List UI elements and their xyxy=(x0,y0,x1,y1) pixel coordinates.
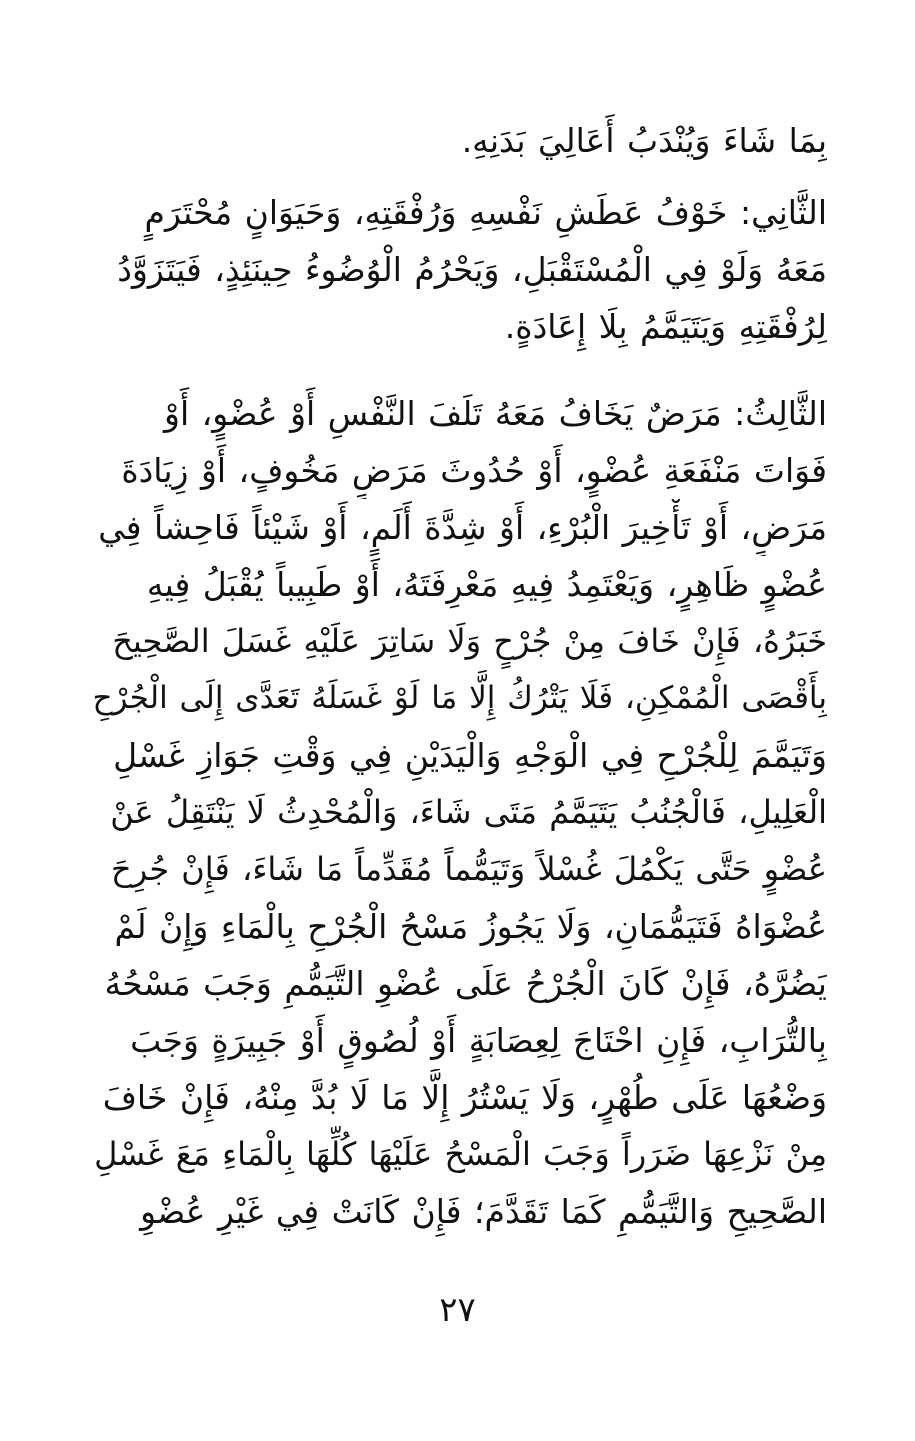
text-line: فَوَاتَ مَنْفَعَةِ عُضْوٍ، أَوْ حُدُوثَ مَرَضٍ مَخُوفٍ، أَوْ زِيَادَةَ xyxy=(121,451,827,490)
text-line: بِالتُّرَابِ، فَإِنِ احْتَاجَ لِعِصَابَةٍ أَوْ لُصُوقٍ أَوْ جَبِيرَةٍ وَجَبَ xyxy=(130,1021,827,1060)
paragraph-third xyxy=(92,385,827,1240)
text-line: مِنْ نَزْعِهَا ضَرَراً وَجَبَ الْمَسْحُ عَلَيْهَا كُلِّهَا بِالْمَاءِ مَعَ غَسْلِ xyxy=(94,1135,827,1173)
paragraph-second xyxy=(92,184,827,355)
text-line: وَضْعُهَا عَلَى طُهْرٍ، وَلَا يَسْتُرُ إِلَّا مَا لَا بُدَّ مِنْهُ، فَإِنْ خَافَ xyxy=(102,1078,827,1117)
text-line: عُضْوٍ ظَاهِرٍ، وَيَعْتَمِدُ فِيهِ مَعْرِفَتَهُ، أَوْ طَبِيباً يُقْبَلُ فِيهِ xyxy=(146,565,827,604)
text-line: بِأَقْصَى الْمُمْكِنِ، فَلَا يَتْرُكُ إِلَّا مَا لَوْ غَسَلَهُ تَعَدَّى إِلَى الْجُرْحِ xyxy=(92,680,827,716)
text-line: الْعَلِيلِ، فَالْجُنُبُ يَتَيَمَّمُ مَتَى شَاءَ، وَالْمُحْدِثُ لَا يَنْتَقِلُ عَنْ xyxy=(110,793,827,831)
text-line: وَتَيَمَّمَ لِلْجُرْحِ فِي الْوَجْهِ وَالْيَدَيْنِ فِي وَقْتِ جَوَازِ غَسْلِ xyxy=(113,736,827,775)
text-line: عُضْوٍ حَتَّى يَكْمُلَ غُسْلاً وَتَيَمُّماً مُقَدِّماً مَا شَاءَ، فَإِنْ جُرِحَ xyxy=(111,850,827,888)
text-line: الصَّحِيحِ وَالتَّيَمُّمِ كَمَا تَقَدَّمَ؛ فَإِنْ كَانَتْ فِي غَيْرِ عُضْوِ xyxy=(140,1192,827,1231)
paragraph-continuation xyxy=(92,112,827,169)
text-line: مَعَهُ وَلَوْ فِي الْمُسْتَقْبَلِ، وَيَحْرُمُ الْوُضُوءُ حِينَئِذٍ، فَيَتَزَوَّدُ xyxy=(117,250,827,289)
text-line: مَرَضٍ، أَوْ تَأْخِيرَ الْبُرْءِ، أَوْ شِدَّةَ أَلَمٍ، أَوْ شَيْئاً فَاحِشاً فِي xyxy=(98,508,827,547)
page-number: ٢٧ xyxy=(439,1290,476,1330)
text-line: لِرُفْقَتِهِ وَيَتَيَمَّمُ بِلَا إِعَادَةٍ. xyxy=(504,307,827,346)
text-line: الثَّالِثُ: مَرَضٌ يَخَافُ مَعَهُ تَلَفَ النَّفْسِ أَوْ عُضْوٍ، أَوْ xyxy=(164,394,827,433)
text-line: خَبَرُهُ، فَإِنْ خَافَ مِنْ جُرْحٍ وَلَا سَاتِرَ عَلَيْهِ غَسَلَ الصَّحِيحَ xyxy=(112,622,827,660)
text-line: الثَّانِي: خَوْفُ عَطَشِ نَفْسِهِ وَرُفْقَتِهِ، وَحَيَوَانٍ مُحْتَرَمٍ xyxy=(144,193,827,232)
text-line: يَضُرَّهُ، فَإِنْ كَانَ الْجُرْحُ عَلَى عُضْوِ التَّيَمُّمِ وَجَبَ مَسْحُهُ xyxy=(104,964,827,1003)
text-line: بِمَا شَاءَ وَيُنْدَبُ أَعَالِيَ بَدَنِهِ. xyxy=(461,121,827,160)
text-line: عُضْوَاهُ فَتَيَمُّمَانِ، وَلَا يَجُوزُ مَسْحُ الْجُرْحِ بِالْمَاءِ وَإِنْ لَمْ xyxy=(114,907,827,946)
